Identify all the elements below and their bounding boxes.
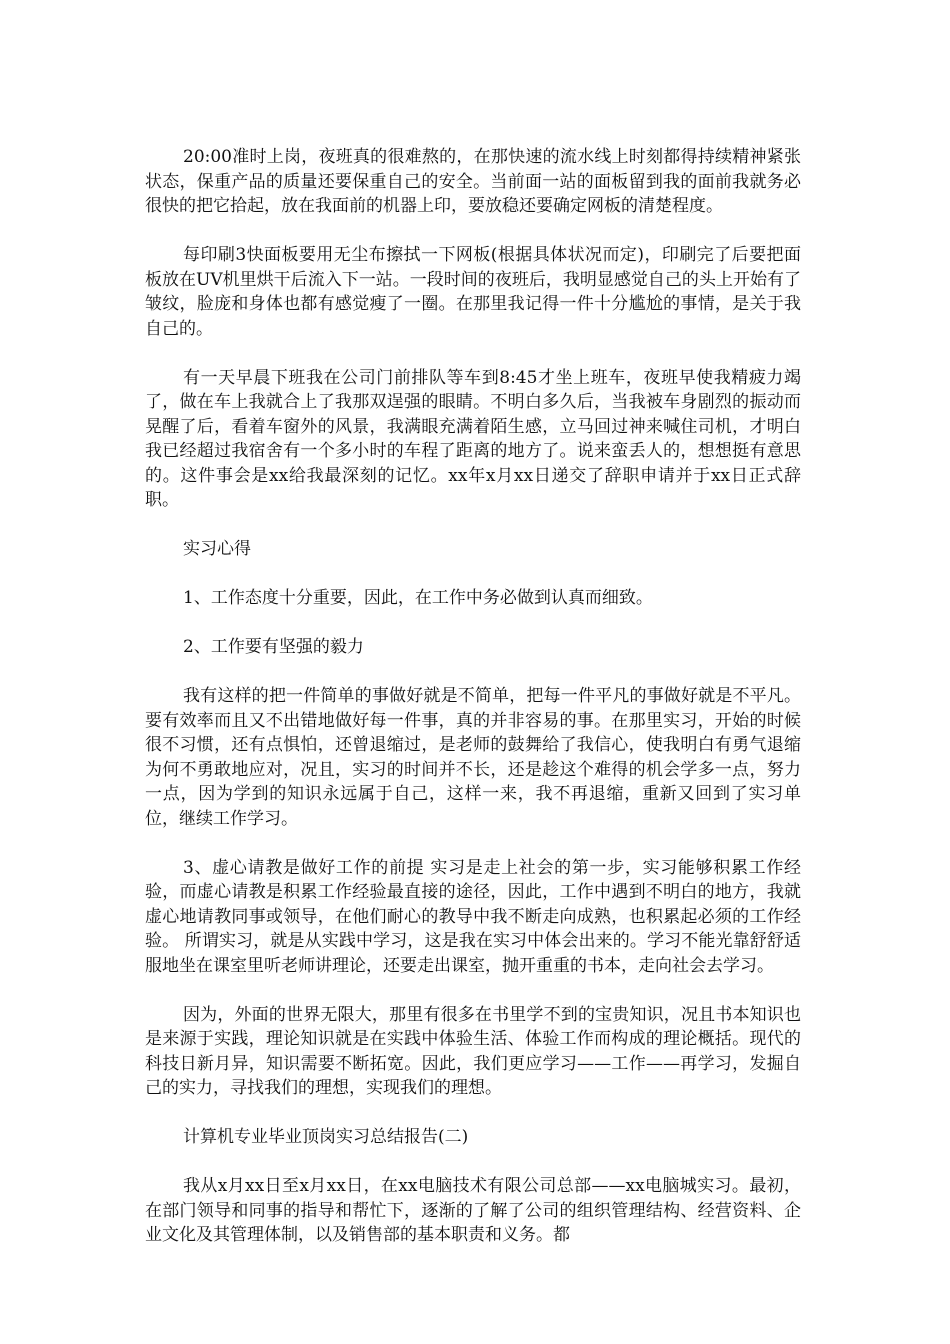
paragraph-humble-learning: 3、虚心请教是做好工作的前提 实习是走上社会的第一步，实习能够积累工作经验，而虚心请教是积累工作经验最直接的途径，因此，工作中遇到不明白的地方，我就虚心地请教同事或领导，在他们耐心的教导中我不断走向成熟，也积累起必须的工作经验。 所谓实习，就是从实践中学习，这是我在实习中体会出来的。学习不能光靠舒舒适服地坐在课室里听老师讲理论，还要走出课室，抛开重重的书本，走向社会去学习。: [145, 857, 801, 976]
paragraph-bus-story: 有一天早晨下班我在公司门前排队等车到8:45才坐上班车，夜班早使我精疲力竭了，做在车上我就合上了我那双逞强的眼睛。不明白多久后，当我被车身剧烈的振动而晃醒了后，看着车窗外的风景，我满眼充满着陌生感，立马回过神来喊住司机，才明白我已经超过我宿舍有一个多小时的车程了距离的地方了。说来蛮丢人的，想想挺有意思的。这件事会是xx给我最深刻的记忆。xx年x月xx日递交了辞职申请并于xx日正式辞职。: [145, 367, 801, 510]
document-body: [145, 145, 801, 1272]
paragraph-printing: 每印刷3快面板要用无尘布擦拭一下网板(根据具体状况而定)，印刷完了后要把面板放在UV机里烘干后流入下一站。一段时间的夜班后，我明显感觉自己的头上开始有了皱纹，脸庞和身体也都有感觉瘦了一圈。在那里我记得一件十分尴尬的事情，是关于我自己的。: [145, 245, 801, 339]
paragraph-world-knowledge: 因为，外面的世界无限大，那里有很多在书里学不到的宝贵知识，况且书本知识也是来源于实践，理论知识就是在实践中体验生活、体验工作而构成的理论概括。现代的科技日新月异，知识需要不断拓宽。因此，我们更应学习——工作——再学习，发掘自己的实力，寻找我们的理想，实现我们的理想。: [145, 1004, 801, 1098]
paragraph-night-shift: 20:00准时上岗，夜班真的很难熬的，在那快速的流水线上时刻都得持续精神紧张状态，保重产品的质量还要保重自己的安全。当前面一站的面板留到我的面前我就务必很快的把它拾起，放在我面前的机器上印，要放稳还要确定网板的清楚程度。: [145, 147, 801, 216]
list-item-attitude: 1、工作态度十分重要，因此，在工作中务必做到认真而细致。: [183, 588, 653, 608]
list-item-perseverance: 2、工作要有坚强的毅力: [183, 637, 364, 657]
section-heading-experience: 实习心得: [183, 539, 251, 559]
section-heading-report-two: 计算机专业毕业顶岗实习总结报告(二): [183, 1127, 469, 1147]
paragraph-perseverance: 我有这样的把一件简单的事做好就是不简单，把每一件平凡的事做好就是不平凡。要有效率而且又不出错地做好每一件事，真的并非容易的事。在那里实习，开始的时候很不习惯，还有点惧怕，还曾退缩过，是老师的鼓舞给了我信心，使我明白有勇气退缩为何不勇敢地应对，况且，实习的时间并不长，还是趁这个难得的机会学多一点，努力一点，因为学到的知识永远属于自己，这样一来，我不再退缩，重新又回到了实习单位，继续工作学习。: [145, 686, 801, 829]
paragraph-report-intro: 我从x月xx日至x月xx日，在xx电脑技术有限公司总部——xx电脑城实习。最初，在部门领导和同事的指导和帮忙下，逐渐的了解了公司的组织管理结构、经营资料、企业文化及其管理体制，以及销售部的基本职责和义务。都: [145, 1176, 801, 1245]
